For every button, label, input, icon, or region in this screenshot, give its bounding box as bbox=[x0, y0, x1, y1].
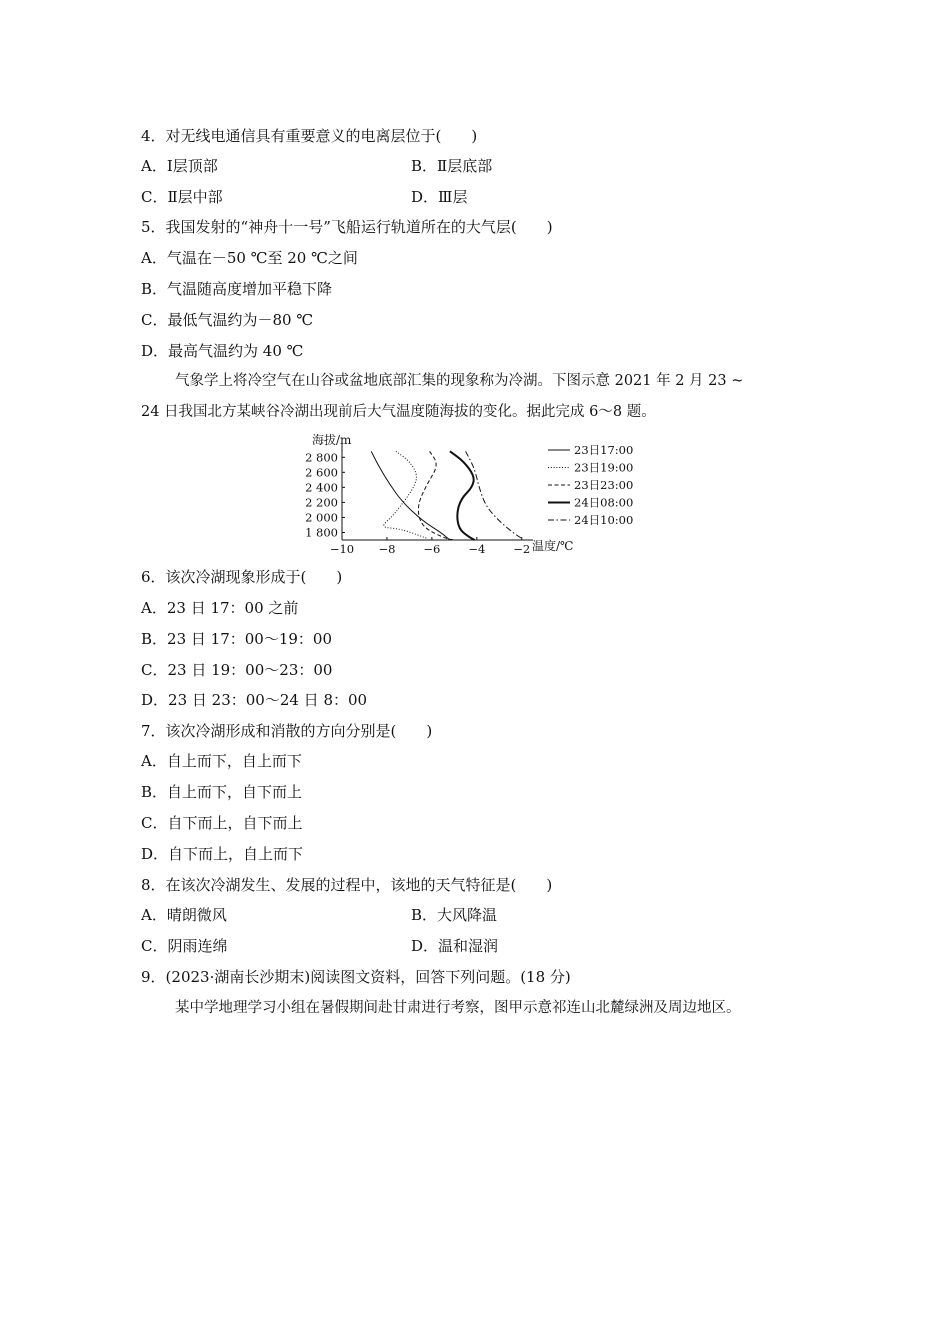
q5-option-b: B．气温随高度增加平稳下降 bbox=[141, 280, 333, 298]
temperature-altitude-chart bbox=[300, 428, 650, 558]
q4-stem: 4．对无线电通信具有重要意义的电离层位于( ) bbox=[141, 127, 478, 145]
q9-intro: 某中学地理学习小组在暑假期间赴甘肃进行考察，图甲示意祁连山北麓绿洲及周边地区。 bbox=[175, 1000, 741, 1016]
x-tick-label: −8 bbox=[378, 542, 396, 556]
x-tick-label: −4 bbox=[468, 542, 486, 556]
legend-label: 24日08:00 bbox=[574, 495, 634, 510]
q5-stem: 5．我国发射的“神舟十一号”飞船运行轨道所在的大气层( ) bbox=[141, 218, 553, 236]
q7-stem: 7．该次冷湖形成和消散的方向分别是( ) bbox=[141, 722, 433, 740]
q6-stem: 6．该次冷湖现象形成于( ) bbox=[141, 568, 343, 586]
y-tick-label: 1 800 bbox=[305, 525, 338, 540]
legend bbox=[548, 443, 633, 527]
q4-option-d: D．Ⅲ层 bbox=[411, 188, 468, 206]
q5-option-d: D．最高气温约为 40 ℃ bbox=[141, 342, 304, 360]
legend-label: 24日10:00 bbox=[574, 513, 634, 527]
y-axis-label: 海拔/m bbox=[312, 433, 352, 447]
x-tick-label: −10 bbox=[329, 542, 355, 556]
series-line bbox=[418, 451, 454, 540]
q4-option-b: B．Ⅱ层底部 bbox=[411, 157, 493, 175]
y-tick-label: 2 400 bbox=[305, 480, 338, 495]
q6-option-c: C．23 日 19：00～23：00 bbox=[141, 661, 333, 679]
passage-line-2: 24 日我国北方某峡谷冷湖出现前后大气温度随海拔的变化。据此完成 6～8 题。 bbox=[141, 404, 656, 420]
q8-option-b: B．大风降温 bbox=[411, 906, 498, 924]
q8-option-a: A．晴朗微风 bbox=[141, 906, 227, 924]
q7-option-c: C．自下而上，自下而上 bbox=[141, 814, 303, 832]
q4-option-c: C．Ⅱ层中部 bbox=[141, 188, 223, 206]
x-tick-label: −6 bbox=[423, 542, 441, 556]
q4-option-a: A．Ⅰ层顶部 bbox=[141, 157, 218, 175]
passage-line-1: 气象学上将冷空气在山谷或盆地底部汇集的现象称为冷湖。下图示意 2021 年 2 月 23 ~ bbox=[175, 373, 744, 389]
q9-stem: 9．(2023·湖南长沙期末)阅读图文资料，回答下列问题。(18 分) bbox=[141, 968, 571, 986]
q5-option-c: C．最低气温约为－80 ℃ bbox=[141, 311, 314, 329]
q6-option-b: B．23 日 17：00～19：00 bbox=[141, 630, 332, 648]
q5-option-a: A．气温在－50 ℃至 20 ℃之间 bbox=[141, 249, 358, 267]
q6-option-d: D．23 日 23：00～24 日 8：00 bbox=[141, 691, 368, 709]
series-lines bbox=[371, 451, 522, 540]
q8-option-c: C．阴雨连绵 bbox=[141, 937, 228, 955]
series-line bbox=[384, 451, 428, 538]
x-tick-label: −2 bbox=[513, 542, 531, 556]
series-line bbox=[450, 451, 475, 540]
q8-stem: 8．在该次冷湖发生、发展的过程中，该地的天气特征是( ) bbox=[141, 876, 553, 894]
x-axis-label: 温度/℃ bbox=[532, 539, 574, 553]
series-line bbox=[371, 451, 450, 540]
legend-label: 23日17:00 bbox=[574, 443, 634, 457]
q7-option-a: A．自上而下，自上而下 bbox=[141, 752, 302, 770]
y-tick-label: 2 200 bbox=[305, 495, 338, 510]
legend-label: 23日23:00 bbox=[574, 478, 634, 492]
y-tick-label: 2 800 bbox=[305, 450, 338, 465]
legend-label: 23日19:00 bbox=[574, 460, 634, 475]
y-tick-label: 2 000 bbox=[305, 510, 338, 525]
series-line bbox=[466, 451, 522, 538]
y-tick-label: 2 600 bbox=[305, 465, 338, 480]
axes bbox=[305, 442, 533, 556]
q8-option-d: D．温和湿润 bbox=[411, 937, 499, 955]
q7-option-d: D．自下而上，自上而下 bbox=[141, 845, 304, 863]
q6-option-a: A．23 日 17：00 之前 bbox=[141, 599, 299, 617]
q7-option-b: B．自上而下，自下而上 bbox=[141, 783, 303, 801]
